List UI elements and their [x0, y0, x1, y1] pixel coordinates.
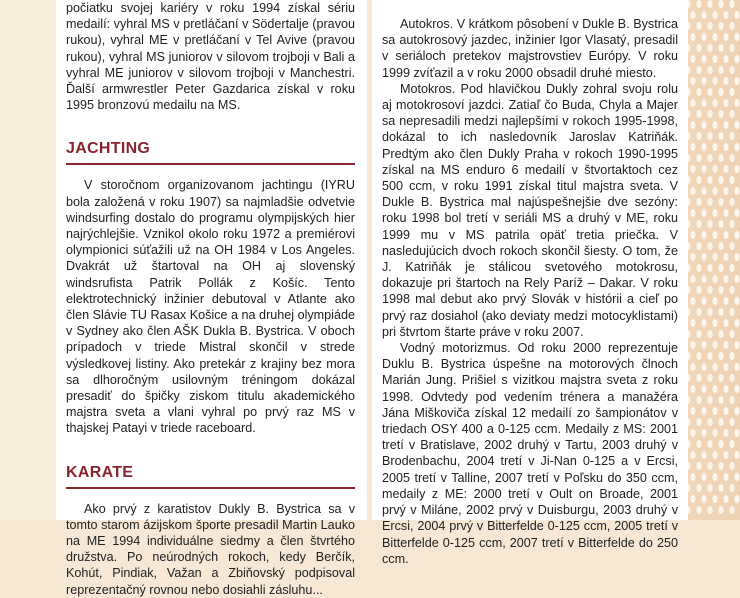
decorative-dot	[712, 385, 717, 393]
decorative-dot	[701, 187, 706, 195]
decorative-dot	[707, 22, 712, 30]
decorative-dot	[707, 330, 712, 338]
decorative-dot	[734, 275, 739, 283]
decorative-dot	[701, 473, 706, 481]
decorative-dot	[734, 121, 739, 129]
decorative-dot	[707, 506, 712, 514]
decorative-dot	[718, 198, 723, 206]
decorative-dot	[690, 495, 695, 503]
decorative-dot	[707, 44, 712, 52]
decorative-dot	[690, 187, 695, 195]
heading-underline	[66, 163, 355, 165]
decorative-dot	[734, 11, 739, 19]
decorative-dot	[723, 473, 728, 481]
decorative-dot	[690, 341, 695, 349]
decorative-dot	[707, 132, 712, 140]
decorative-dot	[696, 374, 701, 382]
decorative-dot	[701, 33, 706, 41]
decorative-dot	[712, 11, 717, 19]
decorative-dot	[696, 506, 701, 514]
decorative-dot	[707, 198, 712, 206]
decorative-dot	[701, 385, 706, 393]
decorative-dot	[701, 77, 706, 85]
decorative-dot	[734, 473, 739, 481]
decorative-dot	[723, 187, 728, 195]
decorative-dot	[696, 308, 701, 316]
decorative-dot	[729, 154, 734, 162]
decorative-dot	[729, 396, 734, 404]
decorative-dot	[723, 209, 728, 217]
decorative-dot	[718, 44, 723, 52]
decorative-dot	[690, 231, 695, 239]
decorative-dot	[707, 418, 712, 426]
decorative-dot	[734, 187, 739, 195]
decorative-dot	[723, 165, 728, 173]
decorative-dot	[718, 154, 723, 162]
decorative-dot	[707, 462, 712, 470]
decorative-dot	[729, 220, 734, 228]
decorative-dot	[701, 407, 706, 415]
decorative-dot	[729, 22, 734, 30]
decorative-dot	[690, 319, 695, 327]
decorative-dot	[701, 495, 706, 503]
decorative-dot	[696, 220, 701, 228]
decorative-dot	[734, 77, 739, 85]
decorative-dot	[734, 495, 739, 503]
decorative-dot	[696, 330, 701, 338]
decorative-dot	[718, 88, 723, 96]
decorative-dot	[734, 297, 739, 305]
decorative-dot	[723, 77, 728, 85]
decorative-dot	[723, 11, 728, 19]
decorative-dot	[718, 396, 723, 404]
right-text-column	[372, 0, 688, 566]
decorative-dot	[712, 451, 717, 459]
decorative-dot	[734, 385, 739, 393]
decorative-dot	[701, 297, 706, 305]
decorative-dot	[701, 429, 706, 437]
decorative-dot	[723, 33, 728, 41]
decorative-dot	[696, 264, 701, 272]
decorative-dot	[729, 330, 734, 338]
decorative-dot	[712, 209, 717, 217]
decorative-dot	[690, 11, 695, 19]
decorative-dot	[701, 165, 706, 173]
decorative-dot	[712, 275, 717, 283]
decorative-dot	[696, 462, 701, 470]
decorative-dot	[690, 473, 695, 481]
decorative-dot	[696, 154, 701, 162]
decorative-dot	[707, 484, 712, 492]
decorative-dot	[701, 341, 706, 349]
decorative-dot	[723, 451, 728, 459]
decorative-dot	[729, 176, 734, 184]
decorative-dot	[723, 407, 728, 415]
decorative-dot	[690, 55, 695, 63]
decorative-dot	[712, 297, 717, 305]
decorative-dot	[712, 473, 717, 481]
decorative-dot	[696, 396, 701, 404]
decorative-dot	[729, 352, 734, 360]
decorative-dot	[729, 374, 734, 382]
decorative-dot	[707, 242, 712, 250]
left-text-column	[56, 0, 367, 597]
decorative-dot	[734, 165, 739, 173]
decorative-dot	[707, 308, 712, 316]
decorative-dot	[718, 242, 723, 250]
decorative-dot	[723, 429, 728, 437]
decorative-dot	[723, 297, 728, 305]
decorative-dot	[718, 418, 723, 426]
decorative-dot	[718, 220, 723, 228]
decorative-dot	[734, 33, 739, 41]
decorative-dot	[707, 176, 712, 184]
decorative-dot	[729, 440, 734, 448]
decorative-dot	[734, 55, 739, 63]
decorative-dot	[707, 154, 712, 162]
decorative-dot	[712, 77, 717, 85]
decorative-dot	[701, 319, 706, 327]
decorative-dot	[707, 66, 712, 74]
decorative-dot	[707, 352, 712, 360]
jachting-heading: JACHTING	[66, 140, 151, 158]
decorative-dot	[701, 363, 706, 371]
decorative-dot	[712, 121, 717, 129]
decorative-dot	[690, 143, 695, 151]
decorative-dot	[718, 286, 723, 294]
decorative-dot	[712, 99, 717, 107]
decorative-dot	[690, 77, 695, 85]
decorative-dot	[696, 22, 701, 30]
decorative-dot	[734, 429, 739, 437]
decorative-dot	[718, 374, 723, 382]
decorative-dot	[690, 33, 695, 41]
decorative-dot	[734, 99, 739, 107]
decorative-dot	[712, 143, 717, 151]
decorative-dot	[712, 231, 717, 239]
decorative-dot	[690, 297, 695, 305]
decorative-dot	[701, 99, 706, 107]
decorative-dot	[696, 286, 701, 294]
decorative-dot	[729, 264, 734, 272]
karate-heading: KARATE	[66, 463, 134, 481]
decorative-dot	[712, 319, 717, 327]
decorative-dot	[712, 55, 717, 63]
decorative-dot	[701, 55, 706, 63]
decorative-dot	[734, 209, 739, 217]
decorative-dot	[734, 319, 739, 327]
decorative-dot	[723, 143, 728, 151]
intro-paragraph: počiatku svojej kariéry v roku 1994 získal sériu medailí: vyhral MS v pretláčaní v Södertalje (pravou rukou), vyhral ME v pretláčaní v Tel Avive (pravou rukou), vyhral MS juniorov v silovom trojboji v Bali a vyhral ME juniorov v silovom trojboji v Manchestri. Ďalší armwrestler Peter Gazdarica získal v roku 1995 bronzovú medailu na MS.	[66, 1, 355, 113]
decorative-dot	[729, 0, 734, 8]
decorative-dot	[690, 385, 695, 393]
motokros-paragraph: Motokros. Pod hlavičkou Dukly zohral svoju rolu aj motokrosoví jazdci. Zatiaľ čo Buda, Chyla a Majer sa nepresadili medzi najlepšími v rokoch 1995-1998, dokázal to ich nasledovník Jaroslav Katriňák. Predtým ako člen Dukly Praha v rokoch 1990-1995 získal na MS enduro 6 medailí v štvortaktoch cez 500 ccm, v roku 1991 získal titul majstra sveta. V Dukle B. Bystrica mal najúspešnejšie dve sezóny: roku 1998 bol tretí v seriáli MS a druhý v ME, roku 1999 mu v MS patrila opäť tretia priečka. V nasledujúcich dvoch rokoch skončil šiesty. O tom, že J. Katriňák je stálicou svetového motokrosu, dokazuje pri štartoch na Rely Paríž – Dakar. V roku 1998 mal debut ako prvý Slovák v histórii a cieľ po prvý raz dosiahol (ako deviaty medzi motocyklistami) pri štvrtom štarte práve v roku 2007.	[382, 81, 678, 339]
decorative-dot	[734, 253, 739, 261]
decorative-dot	[696, 440, 701, 448]
decorative-dot	[707, 374, 712, 382]
decorative-dot	[696, 0, 701, 8]
decorative-dot	[729, 242, 734, 250]
decorative-dot	[718, 462, 723, 470]
decorative-dot	[701, 143, 706, 151]
decorative-dot	[723, 275, 728, 283]
decorative-dot	[729, 132, 734, 140]
decorative-dot	[690, 363, 695, 371]
decorative-dot	[690, 275, 695, 283]
decorative-dot	[734, 407, 739, 415]
decorative-dot	[723, 121, 728, 129]
decorative-dot	[723, 253, 728, 261]
decorative-dot	[696, 88, 701, 96]
decorative-dot	[729, 308, 734, 316]
decorative-dot	[729, 110, 734, 118]
decorative-dot	[729, 506, 734, 514]
karate-paragraph: Ako prvý z karatistov Dukly B. Bystrica sa v tomto starom ázijskom športe presadil Martin Lauko na ME 1994 individuálne siedmy a člen štvrtého družstva. Po neúrodných rokoch, kedy Berčík, Kohút, Pindiak, Važan a Zbiňovský podpisoval reprezentačný rovnou nebo dosiahli zásluhu...	[66, 501, 355, 597]
decorative-dot	[690, 253, 695, 261]
decorative-dot	[690, 407, 695, 415]
decorative-dot	[707, 440, 712, 448]
decorative-dot	[707, 286, 712, 294]
section-heading-karate	[66, 463, 355, 489]
decorative-dot	[723, 55, 728, 63]
decorative-dot	[729, 88, 734, 96]
decorative-dot	[734, 231, 739, 239]
decorative-dot	[718, 506, 723, 514]
decorative-dot	[718, 66, 723, 74]
decorative-dot	[696, 352, 701, 360]
decorative-dot	[729, 44, 734, 52]
decorative-dot	[690, 209, 695, 217]
decorative-dot	[718, 22, 723, 30]
heading-underline	[66, 487, 355, 489]
decorative-dot	[712, 165, 717, 173]
decorative-dot	[696, 198, 701, 206]
decorative-dot	[718, 440, 723, 448]
autokros-paragraph: Autokros. V krátkom pôsobení v Dukle B. Bystrica sa autokrosový jazdec, inžinier Igor Vlasatý, presadil v seriáloch pretekov majstrovstiev Európy. V roku 1999 zvíťazil a v roku 2000 obsadil druhé miesto.	[382, 17, 678, 80]
decorative-dot	[696, 110, 701, 118]
decorative-dot	[690, 99, 695, 107]
decorative-dot	[696, 484, 701, 492]
decorative-dot	[707, 396, 712, 404]
decorative-dot	[701, 275, 706, 283]
decorative-dot	[718, 132, 723, 140]
decorative-dot	[718, 352, 723, 360]
decorative-dot	[707, 110, 712, 118]
decorative-dot	[707, 264, 712, 272]
vodny-motorizmus-paragraph: Vodný motorizmus. Od roku 2000 reprezentuje Duklu B. Bystrica úspešne na motorových člnoch Marián Jung. Prišiel s vizitkou majstra sveta z roku 1998. Odvtedy pod vedením trénera a manažéra Jána Miškoviča získal 12 medailí zo šampionátov v triedach OSY 400 a 0-125 ccm. Medaily z MS: 2001 tretí v Bratislave, 2002 druhý v Tartu, 2003 druhý v Brodenbachu, 2004 tretí v Ji-Nan 0-125 a v Ercsi, 2005 tretí v Talline, 2007 tretí v Poľsku do 350 ccm, medaily z ME: 2000 tretí v Oult on Broade, 2001 prvý v Miláne, 2002 prvý v Duisburgu, 2003 druhý v Ercsi, 2004 prvý v Bitterfelde 0-125 ccm, 2005 tretí v Bitterfelde 0-125 ccm, 2007 tretí v Bitterfelde do 250 ccm.	[382, 341, 678, 566]
decorative-dot	[707, 220, 712, 228]
decorative-dot	[718, 484, 723, 492]
decorative-dot	[718, 110, 723, 118]
decorative-dot	[729, 484, 734, 492]
decorative-dot	[712, 33, 717, 41]
decorative-dot	[696, 418, 701, 426]
decorative-dot	[729, 418, 734, 426]
decorative-dot	[718, 308, 723, 316]
decorative-dot	[723, 341, 728, 349]
decorative-dot	[734, 451, 739, 459]
decorative-dot	[723, 231, 728, 239]
decorative-dot	[723, 385, 728, 393]
decorative-dot	[734, 143, 739, 151]
decorative-dot	[729, 462, 734, 470]
decorative-dot	[696, 242, 701, 250]
decorative-dot	[701, 121, 706, 129]
decorative-dot	[723, 319, 728, 327]
decorative-dot	[729, 66, 734, 74]
decorative-dot	[712, 495, 717, 503]
decorative-dot	[718, 264, 723, 272]
section-heading-jachting	[66, 139, 355, 165]
decorative-dot	[734, 363, 739, 371]
decorative-dot	[712, 187, 717, 195]
decorative-dot	[718, 176, 723, 184]
decorative-dot	[723, 495, 728, 503]
decorative-dot	[696, 176, 701, 184]
decorative-dot	[712, 407, 717, 415]
decorative-dot	[690, 429, 695, 437]
decorative-dot	[712, 429, 717, 437]
decorative-dot	[718, 0, 723, 8]
decorative-dot	[701, 451, 706, 459]
decorative-dot	[696, 44, 701, 52]
decorative-dot	[701, 253, 706, 261]
decorative-dot	[729, 286, 734, 294]
decorative-dot	[690, 165, 695, 173]
decorative-dot	[701, 209, 706, 217]
decorative-dot	[707, 0, 712, 8]
decorative-dot	[701, 11, 706, 19]
decorative-dot	[723, 99, 728, 107]
decorative-dot	[729, 198, 734, 206]
decorative-dot	[690, 121, 695, 129]
decorative-dot	[723, 363, 728, 371]
decorative-dot	[707, 88, 712, 96]
decorative-dot	[701, 231, 706, 239]
decorative-dot	[696, 66, 701, 74]
decorative-dot	[712, 341, 717, 349]
decorative-dot	[712, 253, 717, 261]
jachting-paragraph: V storočnom organizovanom jachtingu (IYRU bola založená v roku 1907) sa najmladšie odvetvie windsurfing dostalo do programu olympijských hier najrýchlejšie. Vznikol okolo roku 1972 a premiérovi olympionici súťažili už na OH 1984 v Los Angeles. Dvakrát už štartoval na OH aj slovenský windsrufista Patrik Pollák z Košíc. Tento elektrotechnický inžinier debutoval v Atlante ako člen Slávie TU Rasax Košice a na druhej olympiáde v Sydney ako člen AŠK Dukla B. Bystrica. V oboch prípadoch v triede Mistral skončil v strede výsledkovej listiny. Ako pretekár z krajiny bez mora sa dlhoročným usilovným tréningom dokázal presadiť do špičky ziskom titulu akademického majstra sveta a vlani vyhral po prvý raz MS v thajskej Patayi v triede raceboard.	[66, 178, 355, 436]
decorative-dot	[734, 341, 739, 349]
decorative-dot	[696, 132, 701, 140]
decorative-dot	[718, 330, 723, 338]
decorative-dot-pattern	[682, 0, 740, 520]
decorative-dot	[690, 451, 695, 459]
decorative-dot	[712, 363, 717, 371]
